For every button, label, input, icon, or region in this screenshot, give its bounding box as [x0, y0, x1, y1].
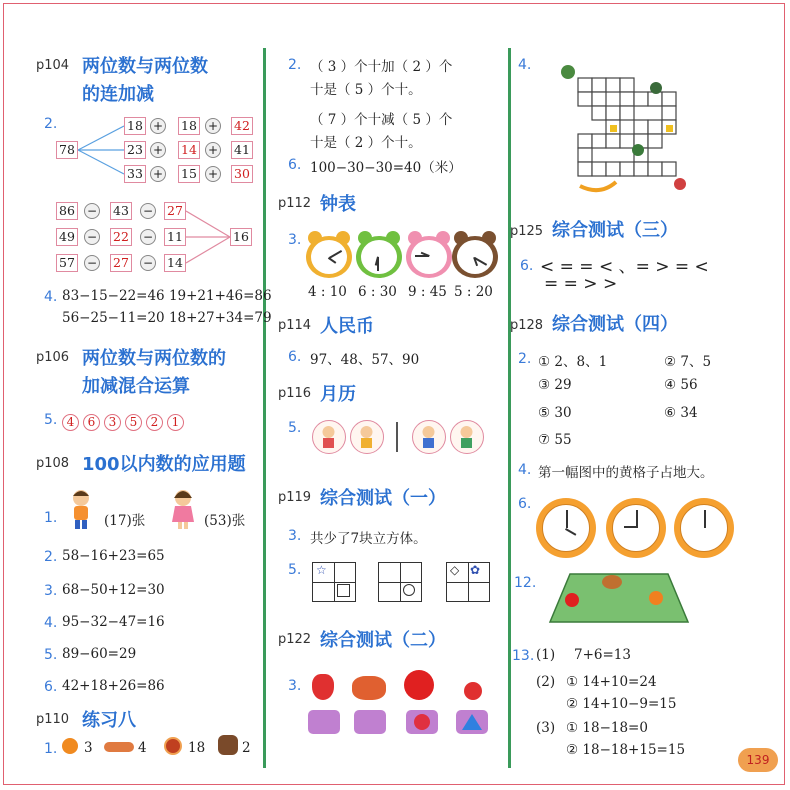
q2b-right-box: 16 [230, 228, 252, 246]
c3-q2-item-3: ③ 29 [538, 377, 572, 393]
animal-clock-2 [356, 236, 402, 278]
c2-q2-line4: 十是（ 2 ）个十。 [310, 135, 422, 151]
child-icon-4 [450, 420, 484, 454]
orange-icon [62, 738, 78, 754]
q2-number: 2. [44, 116, 58, 132]
q1-answer-a: (17)张 [104, 513, 146, 529]
ball-icon [164, 737, 182, 755]
c3-q6-number: 6. [520, 258, 534, 274]
q1p-value-1: 3 [84, 740, 93, 756]
time-4: 5 : 20 [454, 284, 493, 300]
q4-line2: 56−25−11=20 18+27+34=79 [62, 310, 272, 326]
section-title-p125: 综合测试（三） [552, 220, 678, 241]
table-with-fruit [548, 570, 690, 626]
c2-q6b-number: 6. [288, 349, 302, 365]
column-divider-1 [263, 48, 266, 768]
child-icon-2 [350, 420, 384, 454]
c3-q6b-number: 6. [518, 496, 532, 512]
q1p-value-2: 4 [138, 740, 147, 756]
section-page-p119: p119 [278, 490, 312, 505]
plus-operator: + [150, 118, 166, 134]
page-number: 139 [738, 748, 778, 772]
bear-icon [218, 735, 238, 755]
c3-q2-item-4: ④ 56 [664, 377, 698, 393]
q3s-answer: 68−50+12=30 [62, 582, 165, 598]
child-icon-1 [312, 420, 346, 454]
c2-q2-number: 2. [288, 57, 302, 73]
q2-value-box: 15 [178, 165, 200, 183]
section-page-p116: p116 [278, 386, 312, 401]
c2-q3c-number: 3. [288, 678, 302, 694]
c2-q6b-answer: 97、48、57、90 [310, 352, 420, 368]
tile-circle [406, 710, 438, 734]
time-3: 9 : 45 [408, 284, 447, 300]
c3-q13-number: 13. [512, 648, 535, 664]
c2-q2-line3: （ 7 ）个十减（ 5 ）个 [310, 112, 453, 128]
q2b-value-box: 49 [56, 228, 78, 246]
animal-clock-3 [406, 236, 452, 278]
sausage-icon [104, 742, 134, 752]
q1p-value-4: 2 [242, 740, 251, 756]
q4-line1: 83−15−22=46 19+21+46=86 [62, 288, 272, 304]
plus-operator: + [205, 142, 221, 158]
c3-q13-1-idx: (1) [536, 647, 556, 663]
c3-q13-2a: ① 14+10=24 [566, 674, 657, 690]
q1-answer-b: (53)张 [204, 513, 246, 529]
pattern-grid-2 [378, 562, 422, 602]
c2-q6-number: 6. [288, 157, 302, 173]
q2b-value-box: 57 [56, 254, 78, 272]
section-page-p112: p112 [278, 196, 312, 211]
c3-q2-item-7: ⑦ 55 [538, 432, 572, 448]
circled-answer: 1 [167, 414, 184, 431]
circled-answer: 6 [83, 414, 100, 431]
time-1: 4 : 10 [308, 284, 347, 300]
c3-q6-line1: < = = < 、= > = < [540, 257, 709, 277]
c3-q13-3b: ② 18−18+15=15 [566, 742, 686, 758]
time-2: 6 : 30 [358, 284, 397, 300]
strawberry-icon [312, 674, 334, 700]
flower-clock-2 [606, 498, 666, 558]
c3-q4-answer: 第一幅图中的黄格子占地大。 [538, 465, 714, 481]
plus-operator: + [150, 166, 166, 182]
girl-icon [168, 488, 198, 530]
q2b-value-box: 14 [164, 254, 186, 272]
c2-q5-number: 5. [288, 420, 302, 436]
section-page-p104: p104 [36, 58, 70, 73]
circled-answer: 4 [62, 414, 79, 431]
minus-operator: − [84, 255, 100, 271]
flower-clock-1 [536, 498, 596, 558]
q6s-answer: 42+18+26=86 [62, 678, 165, 694]
column-divider-2 [508, 48, 511, 768]
circled-answer: 3 [104, 414, 121, 431]
animal-clock-4 [452, 236, 498, 278]
q4s-answer: 95−32−47=16 [62, 614, 165, 630]
q2b-value-box: 86 [56, 202, 78, 220]
q2-left-box: 78 [56, 141, 78, 159]
minus-operator: − [84, 203, 100, 219]
section-title-p110: 练习八 [82, 710, 136, 731]
q2-value-box: 18 [178, 117, 200, 135]
section-page-p110: p110 [36, 712, 70, 727]
minus-operator: − [140, 229, 156, 245]
c3-q13-3a: ① 18−18=0 [566, 720, 648, 736]
minus-operator: − [140, 203, 156, 219]
section-title-p106-line2: 加减混合运算 [82, 376, 190, 397]
cherry-icon [464, 682, 482, 700]
animal-clock-1 [306, 236, 352, 278]
q1-number: 1. [44, 510, 58, 526]
q2b-value-box: 27 [110, 254, 132, 272]
c2-q2-line1: （ 3 ）个十加（ 2 ）个 [310, 59, 453, 75]
section-page-p128: p128 [510, 318, 544, 333]
c3-q4-number-b: 4. [518, 462, 532, 478]
tile-triangle [456, 710, 488, 734]
q2-value-box: 14 [178, 141, 200, 159]
q1p-value-3: 18 [188, 740, 206, 756]
c3-q2-number: 2. [518, 351, 532, 367]
c3-q12-number: 12. [514, 575, 537, 591]
c3-q13-2-idx: (2) [536, 674, 556, 690]
maze-grid [560, 58, 690, 198]
q2-value-box: 23 [124, 141, 146, 159]
section-page-p122: p122 [278, 632, 312, 647]
c3-q4-number: 4. [518, 57, 532, 73]
minus-operator: − [84, 229, 100, 245]
c2-q6-answer: 100−30−30=40（米） [310, 160, 462, 176]
q2b-value-box: 22 [110, 228, 132, 246]
tile-1 [308, 710, 340, 734]
c2-q3-number: 3. [288, 232, 302, 248]
c3-q13-2b: ② 14+10−9=15 [566, 696, 677, 712]
q5s-answer: 89−60=29 [62, 646, 137, 662]
c3-q2-item-2: ② 7、5 [664, 354, 712, 370]
boy-icon [66, 488, 96, 530]
plus-operator: + [150, 142, 166, 158]
tile-2 [354, 710, 386, 734]
section-title-p104: 两位数与两位数 [82, 56, 208, 77]
q2-value-box: 33 [124, 165, 146, 183]
q2b-connector-lines [186, 203, 232, 267]
section-page-p106: p106 [36, 350, 70, 365]
section-page-p125: p125 [510, 224, 544, 239]
section-title-p119: 综合测试（一） [320, 488, 446, 509]
pattern-grid-3: ◇ ✿ [446, 562, 490, 602]
c3-q2-item-6: ⑥ 34 [664, 405, 698, 421]
c3-q13-1: 7+6=13 [574, 647, 631, 663]
cake-icon [352, 676, 386, 700]
section-title-p116: 月历 [320, 384, 356, 405]
c3-q2-item-5: ⑤ 30 [538, 405, 572, 421]
divider-bar [396, 422, 398, 452]
q2-value-box: 41 [231, 141, 253, 159]
section-page-p114: p114 [278, 318, 312, 333]
c2-q3b-answer: 共少了7块立方体。 [310, 531, 427, 547]
section-page-p108: p108 [36, 456, 70, 471]
q2-connector-lines [78, 120, 126, 180]
q4-number: 4. [44, 289, 58, 305]
flower-clock-3 [674, 498, 734, 558]
section-title-p114: 人民币 [320, 316, 374, 337]
circled-answer: 2 [146, 414, 163, 431]
section-title-p104-line2: 的连加减 [82, 84, 154, 105]
q2b-value-box: 43 [110, 202, 132, 220]
q2-value-box: 30 [231, 165, 253, 183]
c2-q5b-number: 5. [288, 562, 302, 578]
q2s-number: 2. [44, 549, 58, 565]
q2s-answer: 58−16+23=65 [62, 548, 165, 564]
q5-circled-answers [62, 411, 188, 431]
section-title-p108: 100以内数的应用题 [82, 454, 246, 475]
section-title-p112: 钟表 [320, 194, 356, 215]
q3s-number: 3. [44, 583, 58, 599]
child-icon-3 [412, 420, 446, 454]
q5-number: 5. [44, 412, 58, 428]
section-title-p122: 综合测试（二） [320, 630, 446, 651]
q6s-number: 6. [44, 679, 58, 695]
c2-q2-line2: 十是（ 5 ）个十。 [310, 82, 422, 98]
section-title-p106: 两位数与两位数的 [82, 348, 226, 369]
minus-operator: − [140, 255, 156, 271]
q2-value-box: 18 [124, 117, 146, 135]
circled-answer: 5 [125, 414, 142, 431]
c3-q6-line2: = = > > [544, 274, 618, 294]
q2b-value-box: 27 [164, 202, 186, 220]
section-title-p128: 综合测试（四） [552, 314, 678, 335]
c3-q13-3-idx: (3) [536, 720, 556, 736]
q5s-number: 5. [44, 647, 58, 663]
plus-operator: + [205, 118, 221, 134]
q2b-value-box: 11 [164, 228, 186, 246]
q2-value-box: 42 [231, 117, 253, 135]
pattern-grid-1: ☆ [312, 562, 356, 602]
q4s-number: 4. [44, 615, 58, 631]
tomato-icon [404, 670, 434, 700]
plus-operator: + [205, 166, 221, 182]
q1p-number: 1. [44, 741, 58, 757]
c3-q2-item-1: ① 2、8、1 [538, 354, 608, 370]
c2-q3b-number: 3. [288, 528, 302, 544]
